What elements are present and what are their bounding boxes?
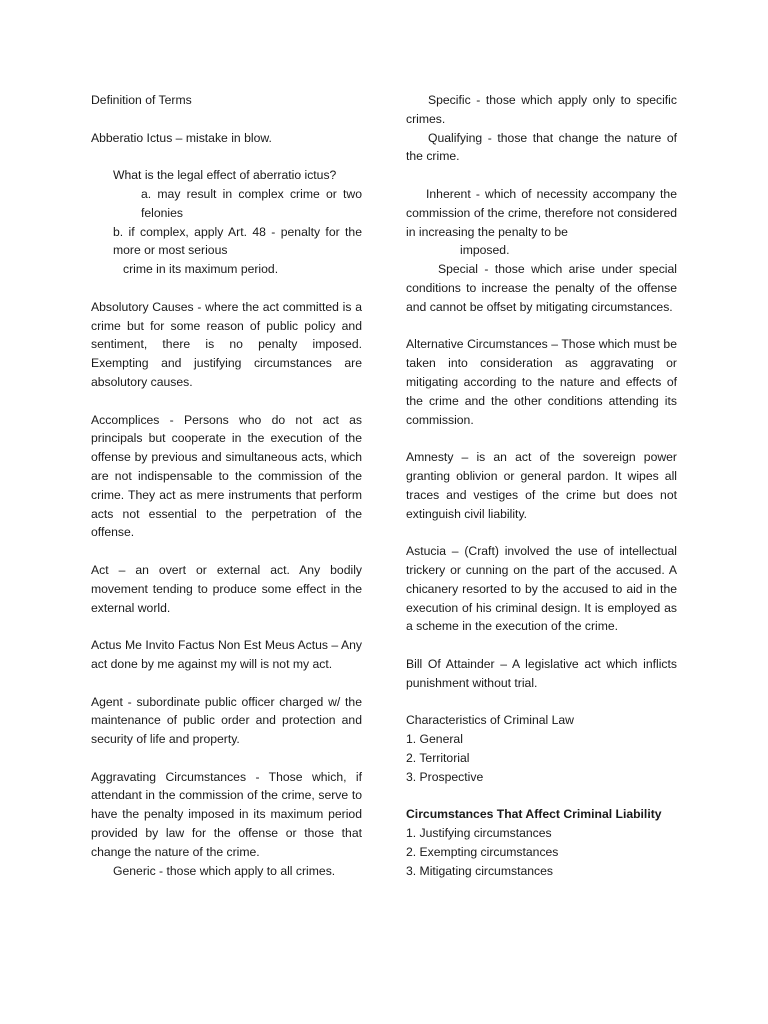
term-bill-of-attainder: Bill Of Attainder – A legislative act which inflicts punishment without trial. — [406, 656, 677, 690]
term-act: Act – an overt or external act. Any bodily movement tending to produce some effect in the external world. — [91, 562, 362, 615]
list-item: 2. Exempting circumstances — [406, 844, 559, 859]
list-heading: Characteristics of Criminal Law — [406, 713, 574, 728]
term-generic: Generic - those which apply to all crimes. — [113, 863, 336, 878]
term-amnesty: Amnesty – is an act of the sovereign power granting oblivion or general pardon. It wipes all traces and vestiges of the crime but does not extinguish civil liability. — [406, 450, 677, 521]
term-accomplices: Accomplices - Persons who do not act as principals but cooperate in the execution of the offense by previous and simultaneous acts, which are not indispensable to the commission of the crime. They act as mere instruments that perform acts not essential to the perpetration of the offense. — [91, 412, 362, 540]
spacer — [406, 166, 677, 185]
aberratio-answer-a: a. may result in complex crime or two felonies — [141, 186, 362, 220]
aberratio-question: What is the legal effect of aberratio ictus? — [113, 168, 337, 183]
list-item: 2. Territorial — [406, 750, 470, 765]
term-astucia: Astucia – (Craft) involved the use of intellectual trickery or cunning on the part of the accused. A chicanery resorted to by the accused to aid in the execution of his criminal design. It is employed as a scheme in the execution of the crime. — [406, 544, 677, 634]
characteristics-list — [406, 711, 677, 786]
aberratio-question-block — [91, 166, 362, 279]
aberratio-answer-b: b. if complex, apply Art. 48 - penalty for the more or most serious — [113, 224, 362, 258]
term-aggravating: Aggravating Circumstances - Those which, if attendant in the commission of the crime, serve to have the penalty imposed in its maximum period provided by law for the offense or those that change the nature of the crime. — [91, 769, 362, 859]
term-actus: Actus Me Invito Factus Non Est Meus Actus – Any act done by me against my will is not my act. — [91, 638, 362, 671]
term-inherent: Inherent - which of necessity accompany the commission of the crime, therefore not considered in increasing the penalty to be — [406, 186, 677, 239]
list-heading: Circumstances That Affect Criminal Liability — [406, 807, 662, 822]
term-alternative: Alternative Circumstances – Those which must be taken into consideration as aggravating or mitigating according to the nature and effects of the crime and the other conditions attending its commission. — [406, 337, 677, 427]
right-column — [406, 91, 677, 880]
term-agent: Agent - subordinate public officer charged w/ the maintenance of public order and protection and security of life and property. — [91, 694, 362, 747]
list-item: 1. General — [406, 732, 463, 747]
list-item: 1. Justifying circumstances — [406, 826, 552, 841]
term-special: Special - those which arise under special conditions to increase the penalty of the offense and cannot be offset by mitigating circumstances. — [406, 262, 677, 314]
circumstances-list — [406, 805, 677, 880]
list-item: 3. Prospective — [406, 769, 484, 784]
aberratio-answer-b-cont: crime in its maximum period. — [123, 262, 279, 277]
term-qualifying: Qualifying - those that change the nature of the crime. — [406, 130, 677, 164]
left-column — [91, 91, 362, 880]
section-heading: Definition of Terms — [91, 93, 192, 107]
term-absolutory-causes: Absolutory Causes - where the act committed is a crime but for some reason of public policy and sentiment, there is no penalty imposed. Exempting and justifying circumstances are absolutory causes. — [91, 299, 362, 389]
term-inherent-cont: imposed. — [460, 243, 510, 258]
list-item: 3. Mitigating circumstances — [406, 863, 553, 878]
term-aberratio-ictus: Abberatio Ictus – mistake in blow. — [91, 130, 272, 145]
term-specific: Specific - those which apply only to specific crimes. — [406, 93, 677, 126]
